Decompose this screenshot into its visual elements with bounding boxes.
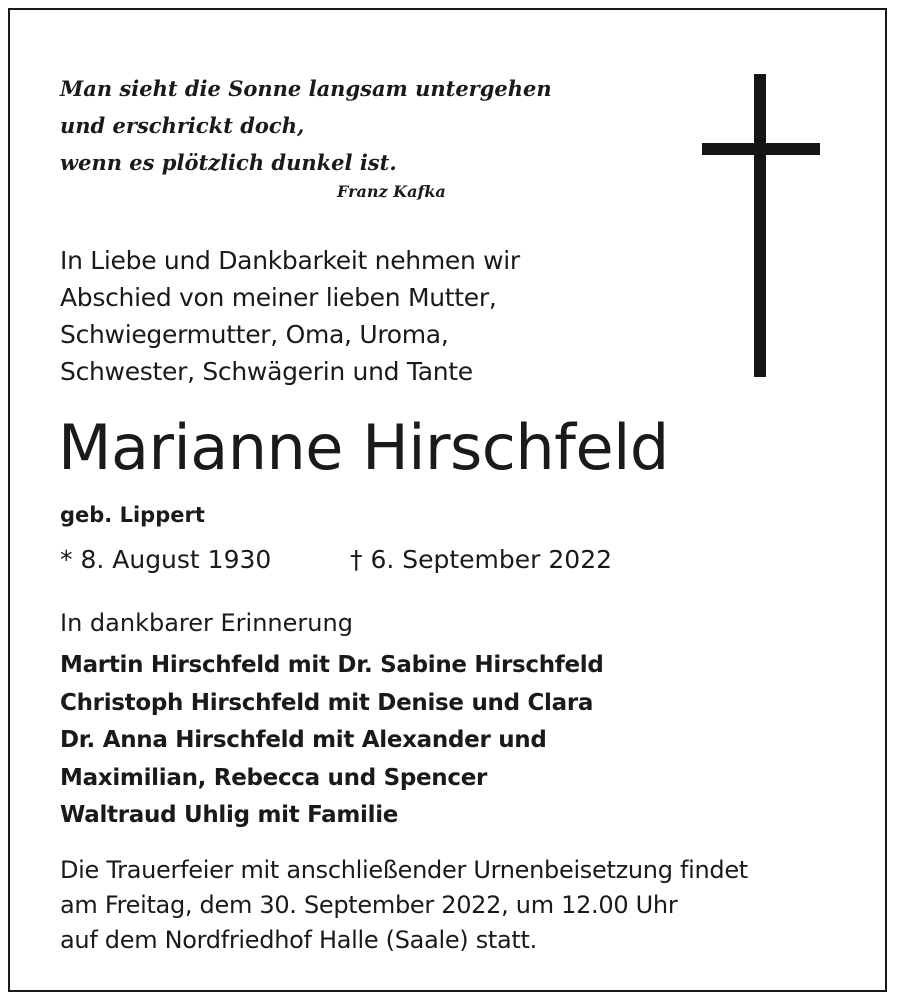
birth-date: * 8. August 1930 (60, 545, 272, 574)
mourner-line: Waltraud Uhlig mit Familie (60, 802, 399, 828)
intro-line: Schwester, Schwägerin und Tante (60, 357, 473, 386)
intro-text (60, 242, 520, 390)
quote-author: Franz Kafka (337, 182, 446, 201)
intro-line: Abschied von meiner lieben Mutter, (60, 283, 497, 312)
mourners-title: In dankbarer Erinnerung (60, 609, 353, 637)
intro-line: Schwiegermutter, Oma, Uroma, (60, 320, 449, 349)
obituary-frame (8, 8, 887, 992)
cross-horizontal-bar (702, 143, 820, 155)
quote (60, 70, 552, 181)
mourner-line: Martin Hirschfeld mit Dr. Sabine Hirschfeld (60, 652, 604, 678)
service-line: am Freitag, dem 30. September 2022, um 12.00 Uhr (60, 891, 678, 919)
death-date: † 6. September 2022 (350, 545, 612, 574)
mourner-line: Dr. Anna Hirschfeld mit Alexander und (60, 727, 547, 753)
service-info (60, 853, 748, 958)
quote-line: Man sieht die Sonne langsam untergehen (60, 76, 552, 101)
birth-name: geb. Lippert (60, 503, 205, 527)
service-line: auf dem Nordfriedhof Halle (Saale) statt. (60, 926, 537, 954)
intro-line: In Liebe und Dankbarkeit nehmen wir (60, 246, 520, 275)
mourner-line: Christoph Hirschfeld mit Denise und Clara (60, 689, 594, 716)
mourner-line: Maximilian, Rebecca und Spencer (60, 764, 488, 791)
quote-line: wenn es plötzlich dunkel ist. (60, 150, 397, 175)
mourners-list (60, 647, 604, 835)
service-line: Die Trauerfeier mit anschließender Urnenbeisetzung findet (60, 856, 748, 884)
deceased-name: Marianne Hirschfeld (58, 411, 669, 484)
quote-line: und erschrickt doch, (60, 113, 305, 138)
cross-vertical-bar (754, 74, 766, 377)
